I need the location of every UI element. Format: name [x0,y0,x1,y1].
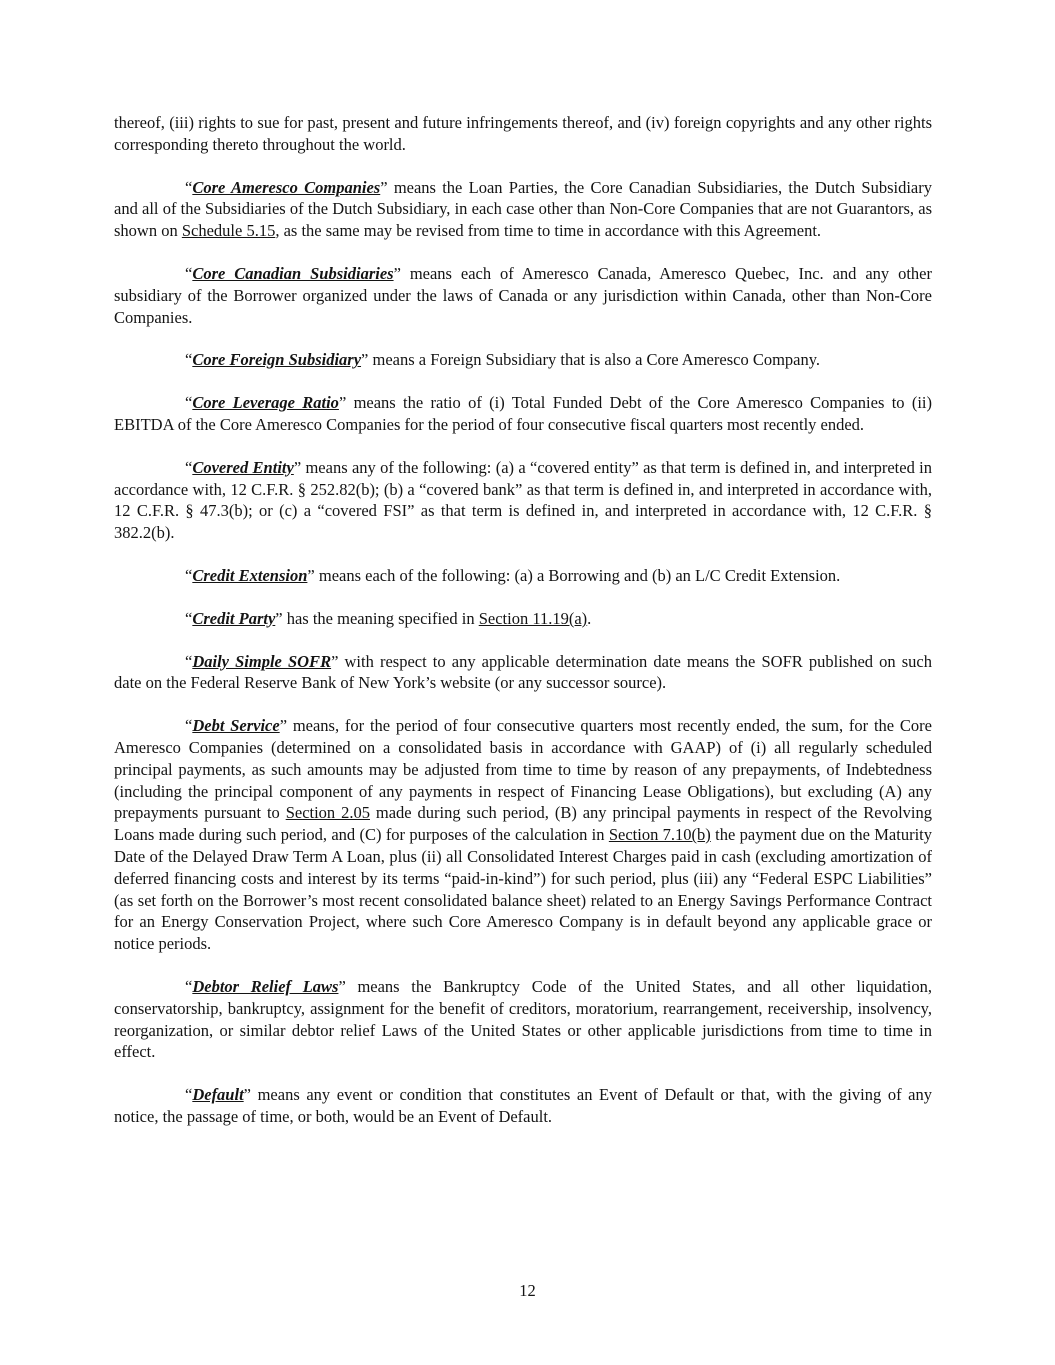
paragraph [114,457,932,544]
document-body [114,112,932,1128]
text-run: “ [185,457,193,477]
section-reference: Section 11.19(a) [478,608,588,628]
defined-term: Core Canadian Subsidiaries [192,263,394,283]
paragraph [114,112,932,156]
text-run: “ [185,1085,193,1105]
text-run: ” means any of the following: (a) a “covered entity” as that term is defined in, and interpreted in accordance with, 12 C.F.R. § 252.82(b); (b) a “covered bank” as that term is defined in, and interpreted in accordance with, 12 C.F.R. § 47.3(b); or (c) a “covered FSI” as that term is defined in, and interpreted in accordance with, 12 C.F.R. § 382.2(b). [114,457,932,543]
text-run: ” means each of the following: (a) a Borrowing and (b) an L/C Credit Extension. [307,565,841,585]
text-run: ” has the meaning specified in [275,608,479,628]
text-run: “ [185,976,193,996]
paragraph [114,651,932,695]
text-run: made during such period, (B) any principal payments in respect of the Revolving Loans made during such period, and (C) for purposes of the calculation in [114,803,932,845]
defined-term: Core Leverage Ratio [192,393,339,413]
paragraph [114,565,932,587]
text-run: thereof, (iii) rights to sue for past, present and future infringements thereof, and (iv) foreign copyrights and any other rights corresponding thereto throughout the world. [114,113,932,154]
paragraph [114,976,932,1063]
section-reference: Schedule 5.15 [181,221,276,241]
text-run: ” means any event or condition that constitutes an Event of Default or that, with the giving of any notice, the passage of time, or both, would be an Event of Default. [114,1085,932,1126]
text-run: “ [185,716,193,736]
defined-term: Debtor Relief Laws [192,976,339,996]
defined-term: Daily Simple SOFR [192,651,332,671]
paragraph [114,392,932,436]
paragraph [114,1084,932,1128]
defined-term: Core Ameresco Companies [192,177,381,197]
defined-term: Credit Extension [192,565,308,585]
text-run: . [587,608,592,628]
text-run: “ [185,350,193,370]
text-run: ” means a Foreign Subsidiary that is also a Core Ameresco Company. [361,350,821,370]
defined-term: Credit Party [192,608,276,628]
defined-term: Covered Entity [192,457,294,477]
paragraph [114,177,932,242]
text-run: ” means, for the period of four consecutive quarters most recently ended, the sum, for the Core Ameresco Companies (determined on a consolidated basis in accordance with GAAP) of (i) all regularly scheduled principal payments, as such amounts may be adjusted from time to time by reason of any prepayments, of Indebtedness (including the principal component of any payments in respect of Financing Lease Obligations), but excluding (A) any prepayments pursuant to [114,716,932,823]
defined-term: Debt Service [192,716,280,736]
page-number: 12 [519,1281,536,1300]
text-run: ” means the ratio of (i) Total Funded Debt of the Core Ameresco Companies to (ii) EBITDA of the Core Ameresco Companies for the period of four consecutive fiscal quarters most recently ended. [114,393,932,434]
text-run: “ [185,393,193,413]
defined-term: Default [192,1085,244,1105]
text-run: ” means the Loan Parties, the Core Canadian Subsidiaries, the Dutch Subsidiary and all of the Subsidiaries of the Dutch Subsidiary, in each case other than Non-Core Companies that are not Guarantors, as shown on [114,177,933,241]
section-reference: Section 7.10(b) [608,825,711,845]
text-run: the payment due on the Maturity Date of the Delayed Draw Term A Loan, plus (ii) all Consolidated Interest Charges paid in cash (excluding amortization of deferred financing costs and interest by its terms “paid-in-kind”) for such period, plus (iii) any “Federal ESPC Liabilities” (as set forth on the Borrower’s most recent consolidated balance sheet) related to an Energy Savings Performance Contract for an Energy Conservation Project, where such Core Ameresco Company is in default beyond any applicable grace or notice periods. [114,825,932,954]
text-run: “ [185,263,193,283]
paragraph [114,715,932,955]
text-run: ” means each of Ameresco Canada, Ameresco Quebec, Inc. and any other subsidiary of the Borrower organized under the laws of Canada or any jurisdiction within Canada, other than Non-Core Companies. [114,263,933,327]
text-run: ” means the Bankruptcy Code of the United States, and all other liquidation, conservatorship, bankruptcy, assignment for the benefit of creditors, moratorium, rearrangement, receivership, insolvency, reorganization, or similar debtor relief Laws of the United States or other applicable jurisdictions from time to time in effect. [114,976,932,1062]
text-run: ” with respect to any applicable determination date means the SOFR published on such date on the Federal Reserve Bank of New York’s website (or any successor source). [114,651,932,693]
text-run: , as the same may be revised from time to time in accordance with this Agreement. [275,221,822,241]
paragraph [114,263,932,328]
defined-term: Core Foreign Subsidiary [192,350,362,370]
text-run: “ [185,651,193,671]
text-run: “ [185,608,193,628]
text-run: “ [185,565,193,585]
text-run: “ [185,177,193,197]
paragraph [114,349,932,371]
paragraph [114,608,932,630]
section-reference: Section 2.05 [285,803,370,823]
